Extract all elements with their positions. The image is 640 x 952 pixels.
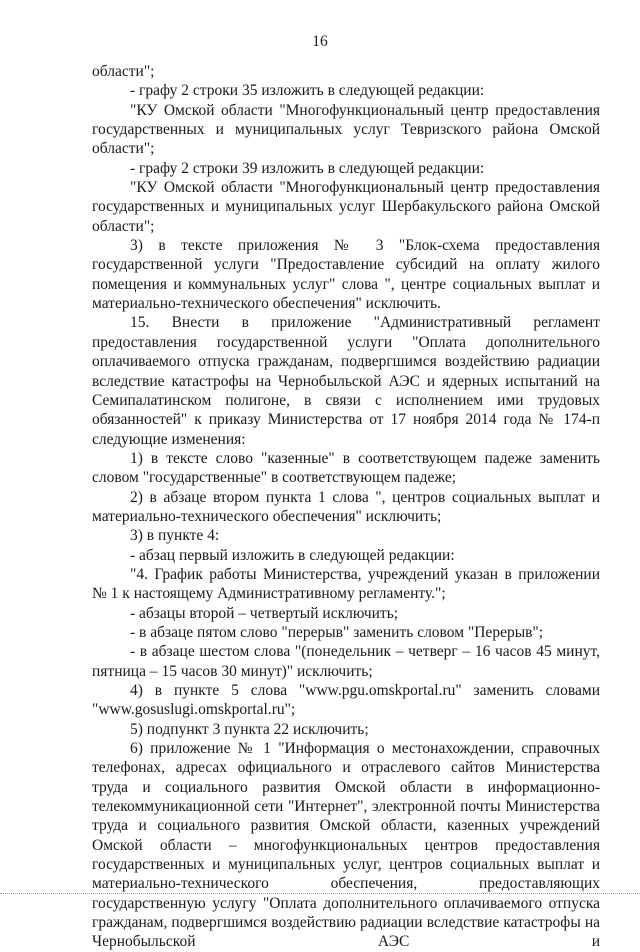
paragraph: "КУ Омской области "Многофункциональный центр предоставления государственных и муниципальных услуг Тевризского района Омской области"; (92, 101, 600, 158)
paragraph: области"; (92, 63, 155, 80)
paragraph: - графу 2 строки 35 изложить в следующей редакции: (130, 82, 485, 100)
paragraph: - графу 2 строки 39 изложить в следующей редакции: (130, 159, 485, 177)
paragraph: 6) приложение № 1 "Информация о местонахождении, справочных телефонах, адресах официального и отраслевого сайтов Министерства труда и социального развития Омской области в информационно-телекоммуникационной сети "Интернет", электронной почты Министерства труда и социального развития Омской области, казенных учреждений Омской области – многофункциональных центров предоставления государственных и муниципальных услуг, центров социальных выплат и материально-технического обеспечения, предоставляющих государственную услугу "Оплата дополнительного оплачиваемого отпуска гражданам, подвергшимся воздействию радиации вследствие катастрофы на Чернобыльской АЭС и (92, 740, 600, 951)
paragraph: 3) в пункте 4: (130, 527, 220, 545)
paragraph: - в абзаце шестом слова "(понедельник – четверг – 16 часов 45 минут, пятница – 15 часов 30 минут)" исключить; (92, 643, 600, 680)
paragraph: - в абзаце пятом слово "перерыв" заменить словом "Перерыв"; (130, 623, 544, 641)
paragraph: 5) подпункт 3 пункта 22 исключить; (130, 720, 369, 738)
paragraph: 3) в тексте приложения № 3 "Блок-схема предоставления государственной услуги "Предоставление субсидий на оплату жилого помещения и коммунальных услуг" слова ", центре социальных выплат и материально-технического обеспечения" исключить. (92, 237, 600, 313)
paragraph: - абзац первый изложить в следующей редакции: (130, 546, 455, 564)
document-body (92, 62, 600, 952)
scan-edge-line (0, 893, 640, 895)
paragraph: 15. Внести в приложение "Административный регламент предоставления государственной услуги "Оплата дополнительного оплачиваемого отпуска гражданам, подвергшимся воздействию радиации вследствие катастрофы на Чернобыльской АЭС и ядерных испытаний на Семипалатинском полигоне, в связи с исполнением ими трудовых обязанностей" к приказу Министерства от 17 ноября 2014 года № 174-п следующие изменения: (92, 314, 600, 448)
paragraph: "КУ Омской области "Многофункциональный центр предоставления государственных и муниципальных услуг Шербакульского района Омской области"; (92, 179, 600, 235)
page-number: 16 (312, 33, 328, 50)
paragraph: 2) в абзаце втором пункта 1 слова ", центров социальных выплат и материально-технического обеспечения" исключить; (92, 488, 600, 525)
paragraph: "4. График работы Министерства, учреждений указан в приложении № 1 к настоящему Административному регламенту."; (92, 565, 600, 603)
paragraph: 4) в пункте 5 слова "www.pgu.omskportal.ru" заменить словами "www.gosuslugi.omskportal.ru"; (92, 682, 600, 719)
paragraph: 1) в тексте слово "казенные" в соответствующем падеже заменить словом "государственные" в соответствующем падеже; (92, 449, 600, 487)
paragraph: - абзацы второй – четвертый исключить; (130, 604, 399, 622)
